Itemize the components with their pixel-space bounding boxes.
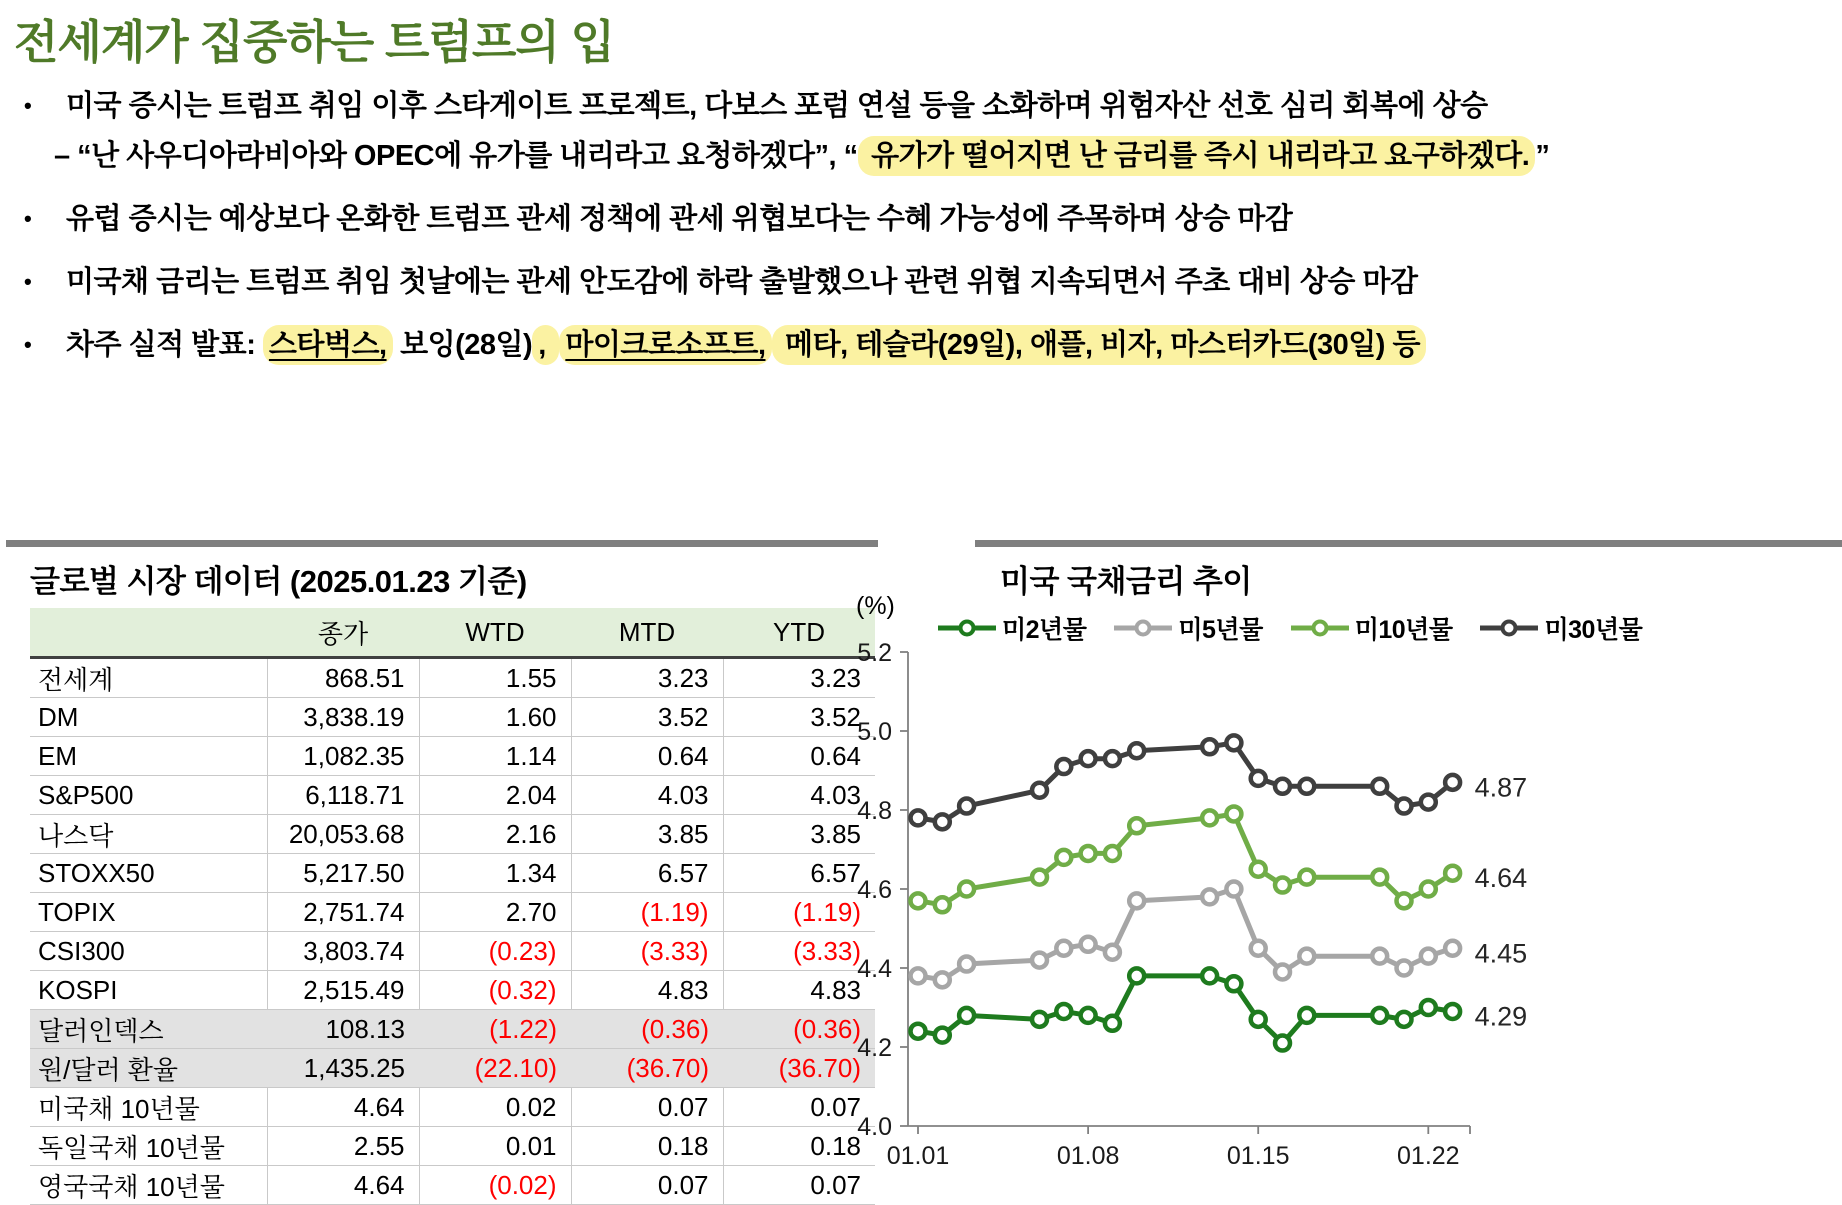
table-row (30, 815, 875, 854)
data-point-marker (1202, 968, 1217, 983)
value-cell: 3,803.74 (267, 932, 419, 971)
value-cell: 6.57 (571, 854, 723, 893)
y-tick-label: 4.4 (857, 955, 892, 983)
value-cell: 3.85 (571, 815, 723, 854)
row-label: 달러인덱스 (30, 1010, 267, 1049)
data-point-marker (935, 1028, 950, 1043)
data-point-marker (935, 814, 950, 829)
data-point-marker (1421, 1000, 1436, 1015)
value-cell: 0.02 (419, 1088, 571, 1127)
value-cell: 0.18 (723, 1127, 875, 1166)
value-cell: 0.07 (571, 1166, 723, 1205)
value-cell: 4.83 (723, 971, 875, 1010)
data-point-marker (911, 968, 926, 983)
data-point-marker (1275, 1036, 1290, 1051)
highlight-segment[interactable]: 스타벅스, (263, 325, 393, 365)
bullet-item (14, 258, 1836, 306)
bullet-marker: • (24, 206, 32, 231)
section-divider-right (975, 540, 1842, 547)
value-cell: 4.64 (267, 1088, 419, 1127)
bullet-marker: • (24, 269, 32, 294)
table-row (30, 658, 875, 698)
value-cell: (1.19) (723, 893, 875, 932)
data-point-marker (1129, 968, 1144, 983)
data-point-marker (1032, 1012, 1047, 1027)
value-cell: 3,838.19 (267, 698, 419, 737)
bullet-text (66, 321, 1836, 369)
value-cell: 3.85 (723, 815, 875, 854)
page-title: 전세계가 집중하는 트럼프의 입 (14, 16, 615, 68)
data-point-marker (1445, 775, 1460, 790)
legend-marker-icon (938, 619, 996, 637)
data-point-marker (1275, 779, 1290, 794)
table-row (30, 1049, 875, 1088)
data-point-marker (1397, 1012, 1412, 1027)
row-label: 독일국채 10년물 (30, 1127, 267, 1166)
text-segment: 미국 증시는 트럼프 취임 이후 스타게이트 프로젝트, 다보스 포럼 연설 등을 소화하며 위험자산 선호 심리 회복에 상승 (66, 90, 1488, 122)
data-point-marker (1056, 759, 1071, 774)
row-label: 전세계 (30, 658, 267, 698)
value-cell: (0.36) (723, 1010, 875, 1049)
data-point-marker (1226, 735, 1241, 750)
data-point-marker (1372, 870, 1387, 885)
bullet-item (14, 321, 1836, 369)
value-cell: (22.10) (419, 1049, 571, 1088)
data-point-marker (1421, 795, 1436, 810)
x-tick-label: 01.08 (1056, 1142, 1120, 1170)
value-cell: 2,515.49 (267, 971, 419, 1010)
data-point-marker (911, 1024, 926, 1039)
data-point-marker (1251, 771, 1266, 786)
data-point-marker (1299, 949, 1314, 964)
value-cell: 6,118.71 (267, 776, 419, 815)
series-미5년물 (911, 882, 1528, 988)
data-point-marker (1105, 846, 1120, 861)
row-label: KOSPI (30, 971, 267, 1010)
data-point-marker (1032, 783, 1047, 798)
data-point-marker (1397, 893, 1412, 908)
axes (900, 652, 1470, 1134)
value-cell: 1.14 (419, 737, 571, 776)
data-point-marker (1299, 1008, 1314, 1023)
data-point-marker (935, 897, 950, 912)
value-cell: 5,217.50 (267, 854, 419, 893)
row-label: TOPIX (30, 893, 267, 932)
table-header (30, 608, 875, 658)
data-point-marker (1251, 1012, 1266, 1027)
bullet-item (54, 132, 1836, 180)
y-tick-label: 5.0 (857, 718, 892, 746)
data-point-marker (1299, 870, 1314, 885)
legend-label: 미30년물 (1544, 616, 1643, 644)
row-label: STOXX50 (30, 854, 267, 893)
data-point-marker (935, 972, 950, 987)
data-point-marker (1129, 818, 1144, 833)
bullet-text (66, 195, 1836, 243)
section-divider-left (6, 540, 878, 547)
table-row (30, 854, 875, 893)
data-point-marker (959, 957, 974, 972)
row-label: 미국채 10년물 (30, 1088, 267, 1127)
column-header (30, 608, 267, 658)
legend-label: 미5년물 (1178, 616, 1263, 644)
row-label: DM (30, 698, 267, 737)
data-point-marker (1081, 846, 1096, 861)
value-cell: 0.07 (723, 1166, 875, 1205)
data-point-marker (959, 882, 974, 897)
value-cell: 4.03 (571, 776, 723, 815)
table-body (30, 658, 875, 1205)
value-cell: 108.13 (267, 1010, 419, 1049)
value-cell: 3.23 (723, 658, 875, 698)
column-header: 종가 (267, 608, 419, 658)
data-point-marker (1372, 1008, 1387, 1023)
table-row (30, 1166, 875, 1205)
x-tick-label: 01.22 (1397, 1142, 1460, 1170)
value-cell: (0.32) (419, 971, 571, 1010)
data-point-marker (1226, 806, 1241, 821)
bullet-text (66, 258, 1836, 306)
data-point-marker (1275, 964, 1290, 979)
data-point-marker (1421, 949, 1436, 964)
column-header: WTD (419, 608, 571, 658)
table-row (30, 932, 875, 971)
table-row (30, 971, 875, 1010)
y-tick-label: 4.0 (857, 1113, 892, 1141)
x-tick-label: 01.15 (1226, 1142, 1290, 1170)
value-cell: 20,053.68 (267, 815, 419, 854)
highlight-segment: 유가가 떨어지면 난 금리를 즉시 내리라고 요구하겠다. (858, 136, 1536, 176)
row-label: 영국국채 10년물 (30, 1166, 267, 1205)
data-point-marker (1226, 976, 1241, 991)
bullet-text (54, 132, 1836, 180)
data-point-marker (1275, 878, 1290, 893)
table-row (30, 698, 875, 737)
value-cell: 4.03 (723, 776, 875, 815)
value-cell: (1.19) (571, 893, 723, 932)
table-header-row (30, 608, 875, 658)
column-header: YTD (723, 608, 875, 658)
value-cell: 1,435.25 (267, 1049, 419, 1088)
bullet-item (14, 195, 1836, 243)
y-tick-label: 5.2 (857, 640, 892, 667)
data-point-marker (911, 893, 926, 908)
y-tick-label: 4.8 (857, 797, 892, 825)
data-point-marker (959, 1008, 974, 1023)
data-point-marker (959, 799, 974, 814)
text-segment: 유럽 증시는 예상보다 온화한 트럼프 관세 정책에 관세 위협보다는 수혜 가능성에 주목하며 상승 마감 (66, 203, 1293, 235)
value-cell: 3.23 (571, 658, 723, 698)
highlight-segment: 메타, 테슬라(29일), 애플, 비자, 마스터카드(30일) 등 (772, 325, 1426, 365)
data-point-marker (1372, 949, 1387, 964)
data-point-marker (1056, 1004, 1071, 1019)
value-cell: 1.60 (419, 698, 571, 737)
table-row (30, 1127, 875, 1166)
data-point-marker (1081, 1008, 1096, 1023)
series-line (918, 889, 1453, 980)
data-point-marker (1105, 1016, 1120, 1031)
data-point-marker (1421, 882, 1436, 897)
value-cell: (1.22) (419, 1010, 571, 1049)
treasury-yield-chart (830, 640, 1610, 1196)
data-point-marker (1032, 870, 1047, 885)
data-point-marker (1372, 779, 1387, 794)
value-cell: 1.55 (419, 658, 571, 698)
row-label: 나스닥 (30, 815, 267, 854)
value-cell: (0.23) (419, 932, 571, 971)
text-segment: 보잉(28일) (392, 329, 533, 361)
value-cell: 0.18 (571, 1127, 723, 1166)
y-axis-unit-label: (%) (856, 592, 895, 620)
row-label: 원/달러 환율 (30, 1049, 267, 1088)
market-data-table (30, 608, 875, 1205)
data-point-marker (1226, 882, 1241, 897)
value-cell: 0.01 (419, 1127, 571, 1166)
row-label: CSI300 (30, 932, 267, 971)
legend-marker-icon (1291, 619, 1349, 637)
value-cell: 2.70 (419, 893, 571, 932)
value-cell: 2.04 (419, 776, 571, 815)
legend-marker-icon (1480, 619, 1538, 637)
data-point-marker (1445, 941, 1460, 956)
value-cell: 2.16 (419, 815, 571, 854)
data-point-marker (1032, 953, 1047, 968)
bullet-item (14, 82, 1836, 130)
data-point-marker (1202, 810, 1217, 825)
value-cell: 1,082.35 (267, 737, 419, 776)
series-미2년물 (911, 968, 1528, 1050)
value-cell: 0.64 (723, 737, 875, 776)
value-cell: (3.33) (723, 932, 875, 971)
data-point-marker (1202, 739, 1217, 754)
text-segment: 차주 실적 발표: (66, 329, 263, 361)
market-table-title: 글로벌 시장 데이터 (2025.01.23 기준) (30, 564, 527, 599)
y-tick-label: 4.2 (857, 1034, 892, 1062)
row-label: EM (30, 737, 267, 776)
data-point-marker (1129, 743, 1144, 758)
table-row (30, 1010, 875, 1049)
value-cell: (3.33) (571, 932, 723, 971)
data-point-marker (1105, 751, 1120, 766)
column-header: MTD (571, 608, 723, 658)
y-tick-label: 4.6 (857, 876, 892, 904)
value-cell: (0.36) (571, 1010, 723, 1049)
value-cell: 3.52 (571, 698, 723, 737)
series-end-label: 4.64 (1474, 863, 1528, 894)
value-cell: 4.64 (267, 1166, 419, 1205)
data-point-marker (1445, 866, 1460, 881)
series-end-label: 4.29 (1474, 1001, 1528, 1032)
row-label: S&P500 (30, 776, 267, 815)
data-point-marker (911, 810, 926, 825)
value-cell: (36.70) (571, 1049, 723, 1088)
table-row (30, 1088, 875, 1127)
series-end-label: 4.87 (1474, 772, 1528, 803)
data-point-marker (1397, 799, 1412, 814)
legend-label: 미2년물 (1002, 616, 1087, 644)
table-row (30, 737, 875, 776)
value-cell: (0.02) (419, 1166, 571, 1205)
data-point-marker (1056, 850, 1071, 865)
highlight-segment[interactable]: 마이크로소프트, (559, 325, 771, 365)
value-cell: 4.83 (571, 971, 723, 1010)
bullet-marker: • (24, 332, 32, 357)
value-cell: 0.07 (723, 1088, 875, 1127)
bullet-marker: • (24, 93, 32, 118)
table-row (30, 776, 875, 815)
bullet-text (66, 82, 1836, 130)
data-point-marker (1299, 779, 1314, 794)
series-line (918, 814, 1453, 905)
data-point-marker (1251, 862, 1266, 877)
highlight-segment: , (532, 325, 559, 365)
value-cell: 1.34 (419, 854, 571, 893)
x-tick-label: 01.01 (886, 1142, 950, 1170)
data-point-marker (1202, 889, 1217, 904)
data-point-marker (1251, 941, 1266, 956)
data-point-marker (1105, 945, 1120, 960)
data-point-marker (1081, 937, 1096, 952)
data-point-marker (1056, 941, 1071, 956)
value-cell: 6.57 (723, 854, 875, 893)
table-row (30, 893, 875, 932)
data-point-marker (1445, 1004, 1460, 1019)
text-segment: – “난 사우디아라비아와 OPEC에 유가를 내리라고 요청하겠다”, “ (54, 140, 858, 172)
value-cell: 3.52 (723, 698, 875, 737)
chart-title: 미국 국채금리 추이 (1000, 564, 1252, 599)
value-cell: 2.55 (267, 1127, 419, 1166)
data-point-marker (1129, 893, 1144, 908)
text-segment: 미국채 금리는 트럼프 취임 첫날에는 관세 안도감에 하락 출발했으나 관련 위협 지속되면서 주초 대비 상승 마감 (66, 266, 1418, 298)
value-cell: (36.70) (723, 1049, 875, 1088)
bullet-list (14, 82, 1836, 384)
legend-label: 미10년물 (1354, 616, 1453, 644)
value-cell: 0.64 (571, 737, 723, 776)
value-cell: 2,751.74 (267, 893, 419, 932)
data-point-marker (1397, 961, 1412, 976)
value-cell: 0.07 (571, 1088, 723, 1127)
legend-marker-icon (1114, 619, 1172, 637)
series-end-label: 4.45 (1474, 938, 1528, 969)
text-segment: ” (1535, 140, 1550, 172)
data-point-marker (1081, 751, 1096, 766)
value-cell: 868.51 (267, 658, 419, 698)
